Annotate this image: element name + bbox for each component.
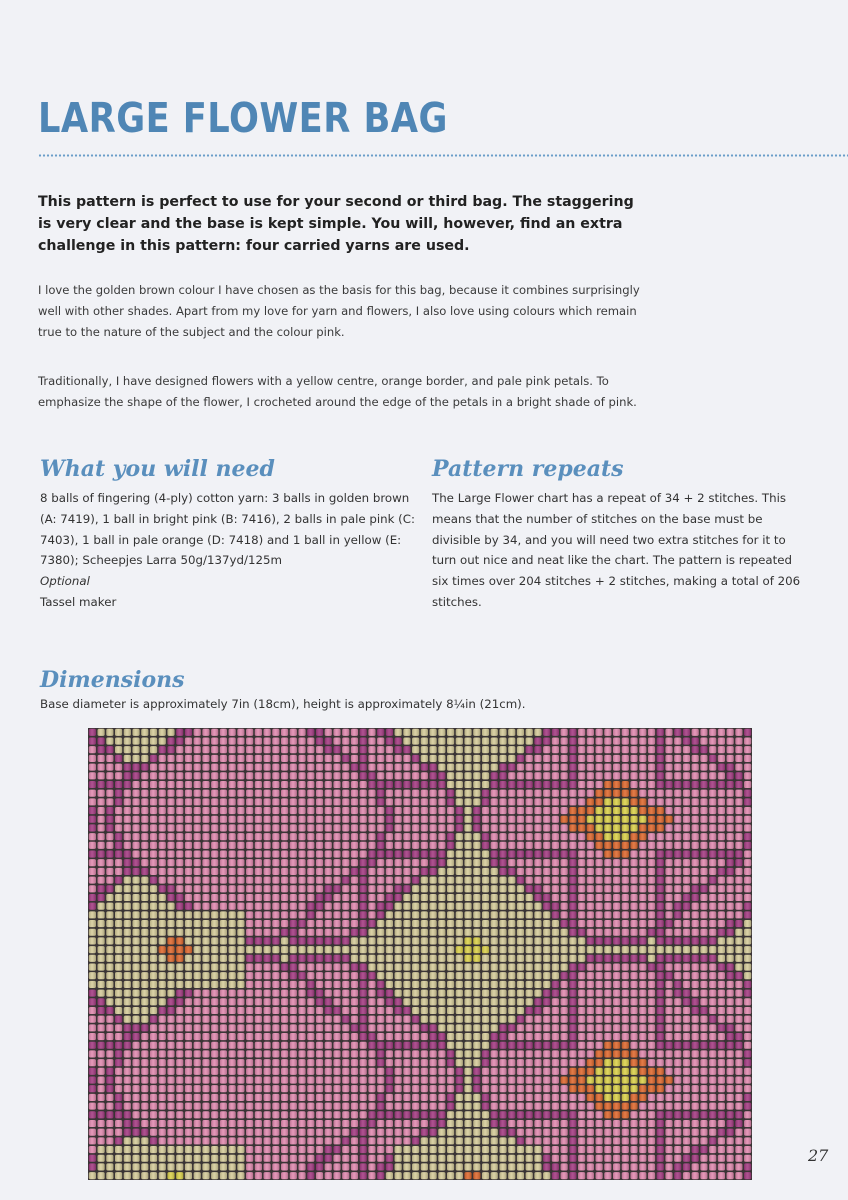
dimensions-text: Base diameter is approximately 7in (18cm), height is approximately 8¼in (21cm). (40, 697, 526, 711)
pattern-repeats-text: The Large Flower chart has a repeat of 34 + 2 stitches. This means that the number of stitches on the base must be divisible by 34, and you will need two extra stitches for it to turn out nice and neat like the chart. The pattern is repeated six times over 204 stitches + 2 stitches, making a total of 206 stitches. (432, 491, 801, 609)
intro-text: This pattern is perfect to use for your second or third bag. The staggering is very clear and the base is kept simple. You will, however, find an extra challenge in this pattern: four carried yarns are used. (38, 194, 634, 254)
section-heading-what-you-will-need: What you will need (40, 456, 275, 482)
chart-grid (88, 728, 752, 1180)
paragraph: I love the golden brown colour I have chosen as the basis for this bag, because it combines surprisingly well with other shades. Apart from my love for yarn and flowers, I also love using colours which remain true to the nature of the subject and the colour pink. (38, 283, 640, 339)
chart-shading (88, 728, 752, 1180)
page-title: LARGE FLOWER BAG (38, 94, 448, 142)
dotted-divider (38, 154, 848, 157)
materials-yarn: 8 balls of fingering (4-ply) cotton yarn: 3 balls in golden brown (A: 7419), 1 ball in bright pink (B: 7416), 2 balls in pale pink (C: 7403), 1 ball in pale orange (D: 7418) and 1 ball in yellow (E: 7380); Scheepjes Larra 50g/137yd/125m (40, 491, 415, 568)
paragraph: Traditionally, I have designed flowers with a yellow centre, orange border, and pale pink petals. To emphasize the shape of the flower, I crocheted around the edge of the petals in a bright shade of pink. (38, 374, 637, 409)
section-heading-dimensions: Dimensions (40, 667, 185, 693)
optional-label: Optional (40, 574, 90, 589)
materials-list (40, 488, 420, 613)
section-heading-pattern-repeats: Pattern repeats (432, 456, 624, 482)
optional-item: Tassel maker (40, 594, 117, 609)
page-number: 27 (808, 1146, 829, 1165)
large-flower-chart (88, 728, 752, 1180)
